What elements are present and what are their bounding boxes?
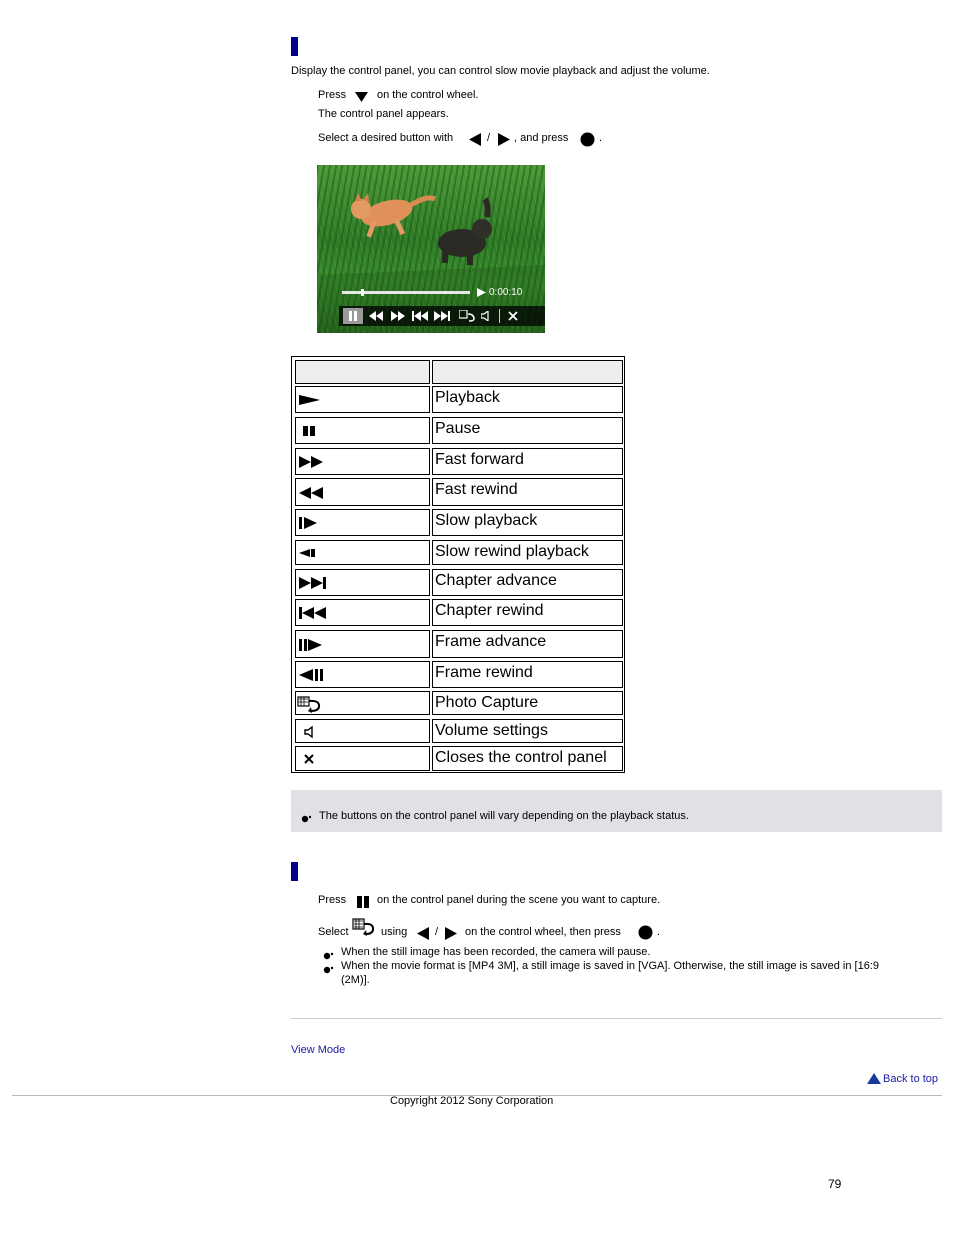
capture-step2-select: Select bbox=[318, 926, 349, 938]
page-number: 79 bbox=[828, 1177, 842, 1191]
center-button-icon bbox=[580, 132, 595, 147]
step2-pre-text: Select a desired button with bbox=[318, 132, 454, 144]
table-row-label: Playback bbox=[435, 389, 500, 406]
chapter-advance-icon bbox=[434, 311, 450, 321]
table-label-cell bbox=[432, 569, 623, 596]
chapter-advance-icon bbox=[297, 575, 329, 592]
table-row-label: Frame advance bbox=[435, 633, 547, 650]
back-to-top-link[interactable]: Back to top bbox=[883, 1073, 939, 1085]
table-label-cell bbox=[432, 719, 623, 743]
capture-bullet-1: When the still image has been recorded, the camera will pause. bbox=[341, 946, 651, 958]
slow-playback-icon bbox=[297, 515, 329, 532]
fast-forward-icon bbox=[391, 311, 405, 321]
table-icon-cell bbox=[295, 386, 430, 413]
capture-step1-rest: on the control panel during the scene you want to capture. bbox=[377, 894, 661, 906]
table-label-cell bbox=[432, 478, 623, 506]
step2-post-text: , and press bbox=[514, 132, 569, 144]
fast-rewind-icon bbox=[297, 485, 329, 502]
intro-text: Display the control panel, you can control slow movie playback and adjust the volume. bbox=[291, 65, 710, 77]
table-row-label: Slow playback bbox=[435, 512, 538, 529]
step1-rest-text: on the control wheel. bbox=[377, 89, 479, 101]
close-icon bbox=[297, 751, 329, 768]
table-row-label: Fast rewind bbox=[435, 481, 518, 498]
close-icon bbox=[508, 311, 518, 321]
table-label-cell bbox=[432, 630, 623, 658]
table-row-label: Pause bbox=[435, 420, 481, 437]
capture-bullet-2-line2: (2M)]. bbox=[341, 974, 370, 986]
photo-capture-icon bbox=[459, 310, 475, 322]
table-icon-cell bbox=[295, 448, 430, 475]
chapter-rewind-icon bbox=[412, 311, 428, 321]
capture-step2-rest: on the control wheel, then press bbox=[465, 926, 621, 938]
playback-progress-knob bbox=[361, 289, 364, 296]
step2-slash: / bbox=[487, 132, 491, 144]
bullet-icon bbox=[300, 814, 312, 824]
table-label-cell bbox=[432, 448, 623, 475]
capture-bullet-2-line1: When the movie format is [MP4 3M], a still image is saved in [VGA]. Otherwise, the still image is saved in [16:9 bbox=[341, 960, 879, 972]
table-icon-cell bbox=[295, 417, 430, 444]
step1-press-text: Press bbox=[318, 89, 347, 101]
table-label-cell bbox=[432, 386, 623, 413]
step2-end: . bbox=[599, 132, 603, 144]
table-label-cell bbox=[432, 417, 623, 444]
table-icon-cell bbox=[295, 630, 430, 658]
control-panel-divider bbox=[499, 309, 500, 323]
section-heading-marker-2 bbox=[291, 862, 298, 881]
capture-step2-using: using bbox=[381, 926, 408, 938]
movie-playback-screenshot bbox=[317, 165, 545, 333]
note-text: The buttons on the control panel will vary depending on the playback status. bbox=[319, 810, 689, 822]
fast-forward-icon bbox=[297, 454, 329, 471]
capture-step1-press: Press bbox=[318, 894, 347, 906]
volume-icon bbox=[297, 724, 329, 741]
table-icon-cell bbox=[295, 661, 430, 688]
photo-capture-icon bbox=[352, 918, 376, 936]
volume-icon bbox=[481, 311, 491, 321]
capture-step2-slash: / bbox=[435, 926, 439, 938]
table-label-cell bbox=[432, 661, 623, 688]
pause-icon bbox=[297, 423, 329, 440]
left-triangle-icon bbox=[468, 132, 482, 147]
table-label-cell bbox=[432, 599, 623, 626]
table-label-cell bbox=[432, 509, 623, 536]
fast-rewind-icon bbox=[369, 311, 383, 321]
table-icon-cell bbox=[295, 509, 430, 536]
table-icon-cell bbox=[295, 478, 430, 506]
up-triangle-icon bbox=[867, 1073, 881, 1084]
play-icon bbox=[297, 392, 329, 409]
slow-rewind-icon bbox=[297, 545, 329, 562]
control-panel-strip bbox=[339, 306, 545, 326]
capture-step2-end: . bbox=[657, 926, 661, 938]
playback-time: 0:00:10 bbox=[489, 287, 523, 298]
photo-capture-icon bbox=[297, 696, 329, 713]
copyright-text: Copyright 2012 Sony Corporation bbox=[390, 1095, 554, 1107]
left-triangle-icon bbox=[416, 926, 430, 941]
table-icon-cell bbox=[295, 540, 430, 565]
playback-state-icon bbox=[477, 288, 486, 297]
table-row-label: Fast forward bbox=[435, 451, 524, 468]
table-icon-cell bbox=[295, 719, 430, 743]
table-label-cell bbox=[432, 540, 623, 565]
table-icon-cell bbox=[295, 746, 430, 771]
table-icon-cell bbox=[295, 569, 430, 596]
chapter-rewind-icon bbox=[297, 605, 329, 622]
control-panel-button-table bbox=[291, 356, 625, 773]
view-mode-link[interactable]: View Mode bbox=[291, 1044, 346, 1056]
table-row-label: Slow rewind playback bbox=[435, 543, 589, 560]
step1-result-text: The control panel appears. bbox=[318, 108, 449, 120]
section-heading-marker bbox=[291, 37, 298, 56]
table-header-icon-cell bbox=[295, 360, 430, 384]
bullet-icon bbox=[322, 965, 334, 975]
table-row-label: Photo Capture bbox=[435, 694, 539, 711]
frame-advance-icon bbox=[297, 637, 329, 654]
table-icon-cell bbox=[295, 599, 430, 626]
table-label-cell bbox=[432, 746, 623, 771]
down-triangle-icon bbox=[354, 91, 369, 103]
table-row-label: Frame rewind bbox=[435, 664, 533, 681]
table-row-label: Closes the control panel bbox=[435, 749, 607, 766]
table-row-label: Chapter rewind bbox=[435, 602, 544, 619]
frame-rewind-icon bbox=[297, 667, 329, 684]
right-triangle-icon bbox=[497, 132, 511, 147]
bullet-icon bbox=[322, 951, 334, 961]
table-icon-cell bbox=[295, 691, 430, 715]
pause-icon bbox=[349, 311, 357, 321]
pause-icon bbox=[356, 896, 370, 908]
section-divider bbox=[291, 1018, 942, 1019]
table-row-label: Chapter advance bbox=[435, 572, 557, 589]
table-label-cell bbox=[432, 691, 623, 715]
table-header-label-cell bbox=[432, 360, 623, 384]
right-triangle-icon bbox=[444, 926, 458, 941]
table-row-label: Volume settings bbox=[435, 722, 548, 739]
center-button-icon bbox=[638, 925, 653, 940]
